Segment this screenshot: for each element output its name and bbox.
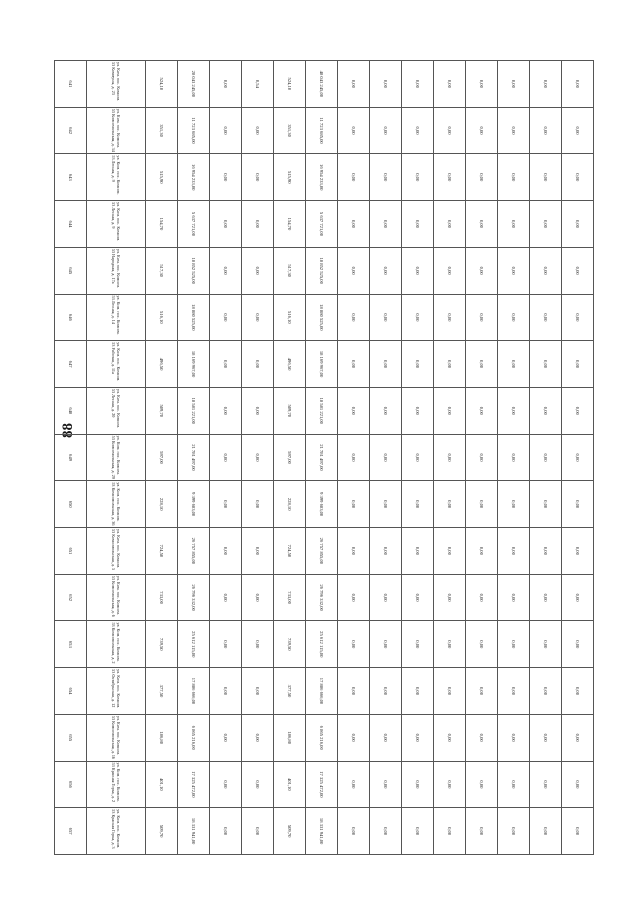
table-cell: 0,00	[561, 668, 593, 715]
table-cell: 0,00	[337, 61, 369, 108]
table-cell: 0,00	[337, 341, 369, 388]
address-cell: ул. Ким. пос. Комсом. 53 Рабочая, д. 11а	[87, 341, 146, 388]
table-cell: 0,00	[241, 154, 273, 201]
table-cell: 0,00	[209, 61, 241, 108]
table-cell: 0,00	[401, 714, 433, 761]
table-cell: 0,00	[433, 294, 465, 341]
table-cell: 0,00	[497, 154, 529, 201]
rotated-table-container	[54, 60, 594, 855]
table-cell: 25 612 115,00	[305, 621, 337, 668]
table-cell: 0,00	[497, 247, 529, 294]
table-cell: 16 954 233,00	[177, 154, 209, 201]
table-cell: 0,00	[337, 294, 369, 341]
table-cell: 0,00	[529, 761, 561, 808]
table-cell: 0,00	[497, 668, 529, 715]
address-cell: ул. Ким. пос. Комсом. 53 Лесная, д. 20	[87, 387, 146, 434]
table-row	[561, 61, 593, 855]
table-cell: 0,00	[337, 528, 369, 575]
table-cell: 0,00	[401, 621, 433, 668]
table-cell: 0,00	[561, 481, 593, 528]
table-cell: 0,00	[241, 574, 273, 621]
table-cell: 0,00	[561, 761, 593, 808]
table-cell: 0,00	[241, 387, 273, 434]
table-cell: 0,00	[561, 107, 593, 154]
table-cell: 733,00	[145, 574, 177, 621]
table-cell: 0,00	[497, 761, 529, 808]
table-cell: 0,00	[369, 574, 401, 621]
table-cell: 597,00	[273, 434, 305, 481]
table-cell: 0,00	[465, 528, 497, 575]
table-cell: 0,00	[561, 247, 593, 294]
table-row	[209, 61, 241, 855]
table-cell: 21 781 497,00	[177, 434, 209, 481]
table-row	[529, 61, 561, 855]
table-cell: 0,00	[209, 528, 241, 575]
table-cell: 0,00	[337, 481, 369, 528]
table-cell: 0,00	[209, 341, 241, 388]
address-cell: ул. Ким. пос. Комсом. 53 Комсомольская, д. 29	[87, 434, 146, 481]
table-cell: 6 865 216,00	[177, 714, 209, 761]
table-cell: 0,00	[529, 714, 561, 761]
address-cell: ул. Ким. пос. Комсом. 53 Комсомольская, д. 34	[87, 107, 146, 154]
table-cell: 18 852 525,00	[177, 247, 209, 294]
table-cell: 0,00	[497, 294, 529, 341]
table-cell: 11 723 685,00	[305, 107, 337, 154]
table-cell: 0,00	[465, 341, 497, 388]
table-cell: 0,00	[529, 61, 561, 108]
table-cell: 26 757 855,00	[305, 528, 337, 575]
table-cell: 0,00	[209, 574, 241, 621]
table-cell: 0,00	[337, 247, 369, 294]
table-cell: 0,00	[529, 528, 561, 575]
table-cell: 0,00	[465, 61, 497, 108]
table-cell: 11 723 685,00	[177, 107, 209, 154]
table-cell: 516,10	[145, 294, 177, 341]
table-cell: 0,00	[497, 434, 529, 481]
table-cell: 0,00	[241, 107, 273, 154]
table-cell: 0,00	[529, 201, 561, 248]
table-cell: 509,70	[273, 387, 305, 434]
table-row	[55, 61, 87, 855]
table-cell: 0,00	[369, 668, 401, 715]
address-cell: ул. Ким. пос. Комсом. 53 Комсомольская, д. 2	[87, 621, 146, 668]
table-cell: 524,10	[145, 61, 177, 108]
table-cell: 228,10	[273, 481, 305, 528]
table-cell: 0,00	[497, 481, 529, 528]
table-cell: 0,00	[369, 761, 401, 808]
data-table	[54, 60, 594, 855]
table-cell: 0,00	[433, 201, 465, 248]
table-cell: 649	[55, 434, 87, 481]
table-cell: 0,00	[465, 714, 497, 761]
table-cell: 26 796 332,00	[305, 574, 337, 621]
table-cell: 18 880 525,00	[177, 294, 209, 341]
table-cell: 377,50	[145, 668, 177, 715]
table-cell: 25 612 115,00	[177, 621, 209, 668]
table-cell: 0,00	[497, 387, 529, 434]
table-cell: 18 169 967,00	[305, 341, 337, 388]
table-cell: 647	[55, 341, 87, 388]
table-cell: 0,00	[433, 387, 465, 434]
table-row	[177, 61, 209, 855]
table-cell: 517,30	[145, 247, 177, 294]
table-cell: 0,00	[209, 714, 241, 761]
table-cell: 646	[55, 294, 87, 341]
table-cell: 0,00	[337, 761, 369, 808]
table-cell: 0,00	[465, 107, 497, 154]
table-cell: 0,00	[209, 201, 241, 248]
table-cell: 0,00	[401, 808, 433, 855]
table-cell: 18 331 941,00	[177, 808, 209, 855]
table-cell: 0,00	[369, 107, 401, 154]
table-cell: 0,00	[209, 294, 241, 341]
table-cell: 0,00	[465, 761, 497, 808]
table-cell: 0,00	[369, 201, 401, 248]
table-cell: 0,00	[369, 528, 401, 575]
table-cell: 0,00	[369, 621, 401, 668]
table-row	[273, 61, 305, 855]
table-cell: 351,30	[145, 107, 177, 154]
table-cell: 0,00	[241, 294, 273, 341]
table-cell: 0,00	[497, 341, 529, 388]
table-cell: 0,00	[561, 528, 593, 575]
address-cell: ул. Ким. пос. Комсом. 53 Лесная, д. 14	[87, 294, 146, 341]
table-cell: 0,00	[497, 714, 529, 761]
table-cell: 0,00	[209, 481, 241, 528]
table-cell: 0,00	[401, 387, 433, 434]
table-cell: 0,00	[401, 341, 433, 388]
table-cell: 18 852 525,00	[305, 247, 337, 294]
table-cell: 0,00	[529, 107, 561, 154]
table-cell: 0,00	[561, 434, 593, 481]
table-cell: 0,00	[401, 528, 433, 575]
table-cell: 517,30	[273, 247, 305, 294]
table-cell: 0,00	[561, 341, 593, 388]
table-cell: 186,80	[273, 714, 305, 761]
table-cell: 0,00	[209, 434, 241, 481]
address-cell: ул. Ким. пос. Комсом. 53 Комсомольская, д. 6	[87, 574, 146, 621]
table-cell: 9 399 683,00	[305, 481, 337, 528]
table-cell: 5 637 721,00	[305, 201, 337, 248]
table-cell: 739,50	[273, 621, 305, 668]
table-cell: 5 637 721,00	[177, 201, 209, 248]
table-cell: 9 399 683,00	[177, 481, 209, 528]
address-cell: ул. Ким. пос. Комсом. 53 Октябрьская, д. 12	[87, 668, 146, 715]
table-cell: 0,00	[241, 621, 273, 668]
table-cell: 0,00	[241, 808, 273, 855]
table-cell: 401,10	[273, 761, 305, 808]
table-cell: 186,80	[145, 714, 177, 761]
address-cell: ул. Ким. пос. Комсом. 53 Красная Горка, д. 2	[87, 761, 146, 808]
table-cell: 651	[55, 528, 87, 575]
table-cell: 0,00	[465, 294, 497, 341]
table-cell: 0,00	[465, 668, 497, 715]
table-cell: 0,00	[209, 668, 241, 715]
table-cell: 0,00	[401, 761, 433, 808]
table-cell: 18 880 525,00	[305, 294, 337, 341]
table-cell: 0,00	[337, 387, 369, 434]
table-cell: 0,00	[369, 808, 401, 855]
address-cell: ул. Ким. пос. Комсом. 53 Комсомольская, д. 36	[87, 481, 146, 528]
table-cell: 0,00	[241, 668, 273, 715]
table-cell: 0,00	[497, 61, 529, 108]
table-cell: 0,00	[241, 434, 273, 481]
table-cell: 0,00	[337, 621, 369, 668]
table-cell: 0,00	[369, 387, 401, 434]
table-row	[87, 61, 146, 855]
table-cell: 0,00	[529, 387, 561, 434]
table-cell: 0,00	[561, 201, 593, 248]
table-cell: 18 581 221,00	[177, 387, 209, 434]
table-cell: 0,00	[465, 574, 497, 621]
table-cell: 154,70	[145, 201, 177, 248]
table-cell: 644	[55, 201, 87, 248]
table-cell: 657	[55, 808, 87, 855]
table-cell: 496,50	[145, 341, 177, 388]
table-cell: 0,00	[209, 621, 241, 668]
table-cell: 0,00	[401, 668, 433, 715]
address-cell: ул. Ким. пос. Комсом. 53 Комсомольская, д. 16	[87, 714, 146, 761]
table-cell: 643	[55, 154, 87, 201]
table-cell: 0,00	[561, 808, 593, 855]
table-cell: 0,00	[369, 294, 401, 341]
table-cell: 6 865 216,00	[305, 714, 337, 761]
table-cell: 0,00	[401, 247, 433, 294]
table-cell: 0,00	[433, 714, 465, 761]
table-cell: 0,00	[433, 574, 465, 621]
table-cell: 650	[55, 481, 87, 528]
table-cell: 0,00	[497, 107, 529, 154]
table-cell: 18 169 967,00	[177, 341, 209, 388]
table-cell: 154,70	[273, 201, 305, 248]
table-cell: 0,00	[433, 621, 465, 668]
table-cell: 0,00	[529, 621, 561, 668]
table-cell: 0,00	[433, 341, 465, 388]
table-cell: 724,50	[273, 528, 305, 575]
table-cell: 0,00	[465, 481, 497, 528]
table-cell: 0,00	[209, 808, 241, 855]
table-cell: 0,00	[369, 341, 401, 388]
table-cell: 653	[55, 621, 87, 668]
table-cell: 0,00	[497, 808, 529, 855]
table-cell: 0,00	[241, 201, 273, 248]
table-cell: 0,00	[433, 761, 465, 808]
table-cell: 18 581 221,00	[305, 387, 337, 434]
table-cell: 0,00	[561, 621, 593, 668]
table-row	[337, 61, 369, 855]
table-cell: 0,00	[497, 621, 529, 668]
table-cell: 733,00	[273, 574, 305, 621]
table-cell: 0,00	[433, 107, 465, 154]
table-cell: 0,00	[465, 247, 497, 294]
table-cell: 516,10	[273, 294, 305, 341]
address-cell: ул. Ким. пос. Комсом. 53 Коммуны, д. 23	[87, 61, 146, 108]
table-row	[305, 61, 337, 855]
table-cell: 0,00	[529, 808, 561, 855]
table-cell: 0,00	[369, 714, 401, 761]
table-cell: 0,00	[433, 154, 465, 201]
table-row	[145, 61, 177, 855]
table-cell: 0,00	[241, 714, 273, 761]
table-cell: 0,00	[337, 574, 369, 621]
table-cell: 0,00	[401, 294, 433, 341]
table-cell: 0,00	[529, 574, 561, 621]
table-cell: 16 954 233,00	[305, 154, 337, 201]
table-cell: 0,00	[465, 154, 497, 201]
table-cell: 648	[55, 387, 87, 434]
table-cell: 655	[55, 714, 87, 761]
table-cell: 0,00	[401, 201, 433, 248]
table-cell: 509,70	[273, 808, 305, 855]
table-cell: 0,00	[369, 481, 401, 528]
address-cell: ул. Ким. пос. Комсом. 53 Народная, д. 17а	[87, 247, 146, 294]
table-row	[465, 61, 497, 855]
table-cell: 515,90	[145, 154, 177, 201]
table-cell: 0,00	[241, 761, 273, 808]
table-cell: 509,70	[145, 387, 177, 434]
table-cell: 0,00	[241, 341, 273, 388]
table-cell: 17 886 666,00	[177, 668, 209, 715]
table-cell: 0,00	[369, 154, 401, 201]
table-cell: 652	[55, 574, 87, 621]
table-cell: 0,00	[337, 668, 369, 715]
table-row	[497, 61, 529, 855]
table-cell: 509,70	[145, 808, 177, 855]
table-body	[55, 61, 594, 855]
table-cell: 0,00	[561, 154, 593, 201]
table-cell: 642	[55, 107, 87, 154]
table-cell: 0,00	[369, 61, 401, 108]
table-row	[401, 61, 433, 855]
table-cell: 0,00	[529, 294, 561, 341]
table-cell: 0,00	[529, 247, 561, 294]
table-cell: 739,50	[145, 621, 177, 668]
table-cell: 0,00	[401, 434, 433, 481]
table-cell: 0,00	[241, 247, 273, 294]
table-cell: 0,00	[433, 808, 465, 855]
address-cell: ул. Ким. пос. Комсом. 53 Лесная, д. 9	[87, 154, 146, 201]
table-cell: 641	[55, 61, 87, 108]
table-cell: 496,50	[273, 341, 305, 388]
table-cell: 0,00	[529, 668, 561, 715]
table-cell: 0,00	[433, 528, 465, 575]
table-cell: 515,90	[273, 154, 305, 201]
table-cell: 0,00	[465, 201, 497, 248]
table-cell: 0,00	[369, 434, 401, 481]
table-cell: 0,00	[433, 481, 465, 528]
table-cell: 0,00	[401, 574, 433, 621]
table-cell: 0,00	[561, 574, 593, 621]
table-cell: 724,50	[145, 528, 177, 575]
page-number: 88	[60, 423, 76, 438]
table-cell: 48 043 245,00	[305, 61, 337, 108]
address-cell: ул. Ким. пос. Комсом. 53 Красная Горка, д. 3	[87, 808, 146, 855]
table-cell: 0,00	[561, 387, 593, 434]
table-cell: 0,00	[337, 154, 369, 201]
table-cell: 0,00	[433, 61, 465, 108]
table-cell: 0,00	[529, 341, 561, 388]
table-cell: 28 043 245,00	[177, 61, 209, 108]
table-cell: 0,00	[369, 247, 401, 294]
table-cell: 0,00	[529, 481, 561, 528]
address-cell: ул. Ким. пос. Комсом. 53 Лесная, д. 9	[87, 201, 146, 248]
table-cell: 645	[55, 247, 87, 294]
table-cell: 0,00	[529, 434, 561, 481]
table-cell: 0,00	[401, 107, 433, 154]
table-cell: 401,10	[145, 761, 177, 808]
table-cell: 0,00	[209, 387, 241, 434]
table-cell: 0,00	[337, 714, 369, 761]
table-cell: 0,00	[465, 434, 497, 481]
table-row	[241, 61, 273, 855]
table-cell: 0,00	[241, 481, 273, 528]
table-cell: 0,00	[497, 574, 529, 621]
table-cell: 0,00	[401, 61, 433, 108]
table-cell: 0,00	[529, 154, 561, 201]
table-cell: 0,00	[433, 434, 465, 481]
table-cell: 0,00	[241, 528, 273, 575]
table-cell: 26 796 332,00	[177, 574, 209, 621]
table-cell: 18 331 941,00	[305, 808, 337, 855]
table-cell: 0,00	[561, 294, 593, 341]
table-cell: 0,00	[561, 714, 593, 761]
table-cell: 0,00	[337, 107, 369, 154]
table-cell: 377,50	[273, 668, 305, 715]
table-cell: 17 886 666,00	[305, 668, 337, 715]
table-cell: 0,00	[337, 808, 369, 855]
table-row	[433, 61, 465, 855]
table-cell: 351,30	[273, 107, 305, 154]
table-cell: 0,00	[337, 434, 369, 481]
table-cell: 656	[55, 761, 87, 808]
table-cell: 0,00	[465, 808, 497, 855]
table-cell: 0,00	[209, 761, 241, 808]
table-cell: 0,00	[433, 668, 465, 715]
table-cell: 0,00	[209, 107, 241, 154]
table-cell: 228,10	[145, 481, 177, 528]
table-cell: 597,00	[145, 434, 177, 481]
table-cell: 0,00	[337, 201, 369, 248]
table-cell: 0,00	[465, 621, 497, 668]
table-cell: 0,00	[497, 201, 529, 248]
table-cell: 17 325 472,00	[177, 761, 209, 808]
table-cell: 654	[55, 668, 87, 715]
table-cell: 0,00	[209, 247, 241, 294]
table-cell: 0,00	[433, 247, 465, 294]
table-cell: 21 781 497,00	[305, 434, 337, 481]
table-cell: 0,00	[497, 528, 529, 575]
table-cell: 0,00	[561, 61, 593, 108]
table-cell: 26 757 855,00	[177, 528, 209, 575]
table-row	[369, 61, 401, 855]
table-cell: 17 325 472,00	[305, 761, 337, 808]
table-cell: 0,00	[401, 481, 433, 528]
table-cell: 0,54	[241, 61, 273, 108]
table-cell: 0,00	[209, 154, 241, 201]
table-cell: 0,00	[401, 154, 433, 201]
address-cell: ул. Ким. пос. Комсом. 53 Комсомольская, д. 5	[87, 528, 146, 575]
table-cell: 524,10	[273, 61, 305, 108]
table-cell: 0,00	[465, 387, 497, 434]
